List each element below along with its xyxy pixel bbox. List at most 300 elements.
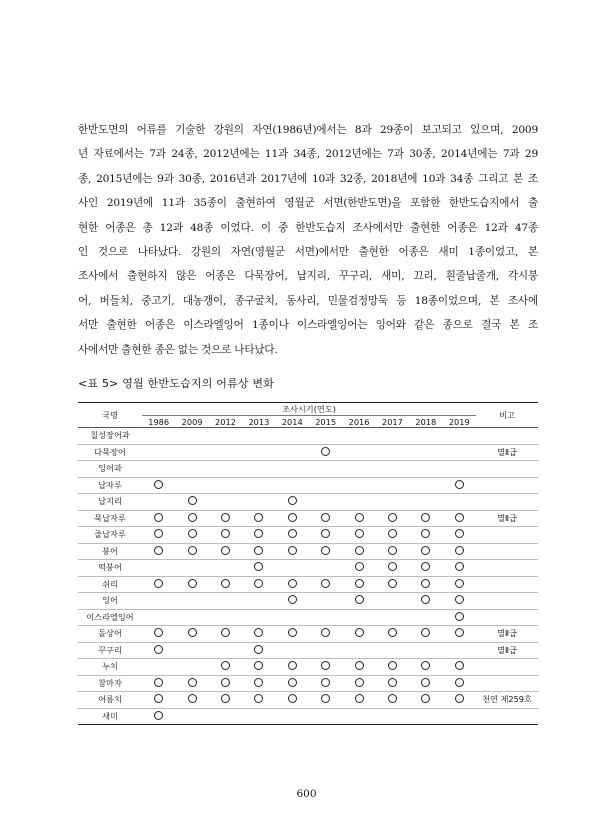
remark: 멸Ⅱ급	[476, 444, 538, 461]
paragraph-line: 사에서만 출현한 종은 없는 것으로 나타났다.	[78, 343, 278, 356]
occurrence-cell	[409, 609, 442, 626]
occurrence-cell	[209, 576, 242, 593]
occurrence-circle-icon	[421, 513, 430, 522]
occurrence-cell	[276, 444, 309, 461]
fish-fauna-table	[78, 402, 538, 725]
occurrence-cell	[409, 659, 442, 676]
occurrence-circle-icon	[188, 496, 197, 505]
occurrence-cell	[409, 675, 442, 692]
occurrence-cell	[443, 659, 476, 676]
occurrence-cell	[409, 444, 442, 461]
family-name: 칠성장어과	[78, 428, 142, 445]
occurrence-cell	[309, 659, 342, 676]
species-name: 다묵장어	[78, 444, 142, 461]
occurrence-cell	[242, 642, 275, 659]
header-year: 2009	[175, 416, 208, 428]
occurrence-cell	[209, 626, 242, 643]
occurrence-cell	[276, 510, 309, 527]
occurrence-cell	[376, 659, 409, 676]
occurrence-cell	[175, 560, 208, 577]
occurrence-cell	[309, 609, 342, 626]
occurrence-circle-icon	[154, 678, 163, 687]
header-common-name: 국명	[78, 403, 142, 428]
occurrence-cell	[142, 609, 175, 626]
occurrence-circle-icon	[388, 513, 397, 522]
occurrence-cell	[142, 527, 175, 544]
occurrence-cell	[209, 527, 242, 544]
occurrence-circle-icon	[288, 678, 297, 687]
occurrence-cell	[376, 527, 409, 544]
occurrence-cell	[443, 609, 476, 626]
occurrence-cell	[309, 527, 342, 544]
paragraph-line: 현한 어종은 총 12과 48종 이었다. 이 중 한반도습지 조사에서만 출현한 어종은 12과 47종	[78, 221, 538, 234]
occurrence-circle-icon	[421, 694, 430, 703]
occurrence-cell	[276, 543, 309, 560]
occurrence-cell	[342, 642, 375, 659]
occurrence-cell	[409, 560, 442, 577]
occurrence-cell	[376, 692, 409, 709]
table-row	[78, 642, 538, 659]
occurrence-cell	[309, 560, 342, 577]
occurrence-circle-icon	[421, 595, 430, 604]
occurrence-circle-icon	[221, 513, 230, 522]
occurrence-cell	[142, 659, 175, 676]
header-year: 2013	[242, 416, 275, 428]
occurrence-cell	[276, 692, 309, 709]
occurrence-cell	[342, 626, 375, 643]
occurrence-circle-icon	[221, 529, 230, 538]
species-name: 이스라엘잉어	[78, 609, 142, 626]
occurrence-cell	[175, 527, 208, 544]
occurrence-cell	[276, 708, 309, 725]
occurrence-circle-icon	[154, 645, 163, 654]
occurrence-cell	[376, 477, 409, 494]
occurrence-cell	[242, 560, 275, 577]
header-remarks: 비고	[476, 403, 538, 428]
occurrence-cell	[276, 477, 309, 494]
occurrence-cell	[175, 494, 208, 511]
occurrence-circle-icon	[355, 595, 364, 604]
occurrence-circle-icon	[321, 579, 330, 588]
table-row	[78, 609, 538, 626]
occurrence-circle-icon	[288, 595, 297, 604]
occurrence-circle-icon	[221, 678, 230, 687]
occurrence-cell	[309, 461, 342, 478]
occurrence-cell	[443, 593, 476, 610]
family-name: 잉어과	[78, 461, 142, 478]
occurrence-cell	[342, 477, 375, 494]
occurrence-cell	[443, 626, 476, 643]
occurrence-cell	[443, 708, 476, 725]
occurrence-cell	[276, 609, 309, 626]
occurrence-cell	[309, 510, 342, 527]
occurrence-cell	[276, 461, 309, 478]
occurrence-cell	[376, 461, 409, 478]
occurrence-cell	[175, 609, 208, 626]
remark	[476, 543, 538, 560]
species-name: 누치	[78, 659, 142, 676]
occurrence-cell	[209, 543, 242, 560]
occurrence-cell	[443, 692, 476, 709]
paragraph-line: 년 자료에서는 7과 24종, 2012년에는 11과 34종, 2012년에는 7과 30종, 2014년에는 7과 29	[78, 148, 538, 161]
occurrence-circle-icon	[288, 579, 297, 588]
occurrence-cell	[142, 510, 175, 527]
occurrence-cell	[242, 444, 275, 461]
remark	[476, 428, 538, 445]
occurrence-circle-icon	[154, 546, 163, 555]
occurrence-cell	[276, 642, 309, 659]
occurrence-cell	[376, 576, 409, 593]
table-row	[78, 659, 538, 676]
occurrence-cell	[175, 659, 208, 676]
occurrence-cell	[376, 560, 409, 577]
occurrence-circle-icon	[154, 694, 163, 703]
occurrence-circle-icon	[288, 513, 297, 522]
occurrence-cell	[342, 494, 375, 511]
occurrence-cell	[142, 543, 175, 560]
occurrence-cell	[242, 675, 275, 692]
body-paragraph	[78, 118, 538, 362]
occurrence-circle-icon	[388, 529, 397, 538]
occurrence-cell	[175, 593, 208, 610]
remark	[476, 461, 538, 478]
occurrence-cell	[376, 510, 409, 527]
table-row	[78, 428, 538, 445]
header-year: 2019	[443, 416, 476, 428]
occurrence-circle-icon	[154, 711, 163, 720]
table-row	[78, 477, 538, 494]
occurrence-cell	[409, 708, 442, 725]
occurrence-circle-icon	[254, 678, 263, 687]
occurrence-circle-icon	[288, 628, 297, 637]
occurrence-cell	[409, 527, 442, 544]
paragraph-line: 조사에서 출현하지 않은 어종은 다묵장어, 납지리, 꾸구리, 새미, 끄리, 흰줄납줄개, 각시붕	[78, 270, 538, 283]
occurrence-cell	[142, 593, 175, 610]
occurrence-cell	[175, 477, 208, 494]
occurrence-circle-icon	[188, 694, 197, 703]
occurrence-cell	[309, 494, 342, 511]
occurrence-circle-icon	[388, 579, 397, 588]
occurrence-cell	[409, 510, 442, 527]
occurrence-cell	[242, 708, 275, 725]
paragraph-line: 종, 2015년에는 9과 30종, 2016년과 2017년에 10과 32종, 2018년에 10과 34종 그리고 본 조	[78, 172, 538, 185]
occurrence-cell	[142, 428, 175, 445]
occurrence-circle-icon	[355, 678, 364, 687]
occurrence-cell	[242, 428, 275, 445]
occurrence-cell	[142, 461, 175, 478]
occurrence-cell	[376, 428, 409, 445]
occurrence-cell	[342, 576, 375, 593]
occurrence-cell	[242, 692, 275, 709]
occurrence-cell	[309, 675, 342, 692]
occurrence-cell	[242, 510, 275, 527]
occurrence-cell	[142, 560, 175, 577]
header-year: 2015	[309, 416, 342, 428]
occurrence-cell	[209, 510, 242, 527]
occurrence-cell	[342, 593, 375, 610]
occurrence-circle-icon	[321, 628, 330, 637]
occurrence-cell	[342, 510, 375, 527]
occurrence-cell	[443, 428, 476, 445]
occurrence-circle-icon	[288, 546, 297, 555]
species-name: 새미	[78, 708, 142, 725]
table-caption: <표 5> 영월 한반도습지의 어류상 변화	[78, 377, 275, 390]
occurrence-cell	[376, 642, 409, 659]
occurrence-circle-icon	[321, 529, 330, 538]
occurrence-circle-icon	[221, 628, 230, 637]
table-row	[78, 510, 538, 527]
occurrence-cell	[376, 593, 409, 610]
remark	[476, 593, 538, 610]
occurrence-cell	[209, 477, 242, 494]
occurrence-circle-icon	[421, 562, 430, 571]
occurrence-cell	[376, 609, 409, 626]
occurrence-cell	[342, 461, 375, 478]
remark	[476, 494, 538, 511]
occurrence-cell	[276, 576, 309, 593]
occurrence-cell	[175, 576, 208, 593]
occurrence-circle-icon	[355, 529, 364, 538]
occurrence-cell	[376, 626, 409, 643]
occurrence-cell	[409, 477, 442, 494]
occurrence-circle-icon	[455, 546, 464, 555]
occurrence-circle-icon	[455, 480, 464, 489]
header-year: 2017	[376, 416, 409, 428]
table-row	[78, 494, 538, 511]
occurrence-cell	[209, 444, 242, 461]
occurrence-cell	[175, 461, 208, 478]
occurrence-cell	[242, 543, 275, 560]
occurrence-circle-icon	[455, 513, 464, 522]
occurrence-cell	[142, 692, 175, 709]
occurrence-circle-icon	[254, 645, 263, 654]
remark	[476, 477, 538, 494]
occurrence-circle-icon	[455, 579, 464, 588]
occurrence-cell	[443, 560, 476, 577]
occurrence-cell	[443, 675, 476, 692]
table-row	[78, 527, 538, 544]
occurrence-cell	[342, 560, 375, 577]
occurrence-circle-icon	[188, 546, 197, 555]
occurrence-cell	[142, 675, 175, 692]
occurrence-circle-icon	[321, 678, 330, 687]
occurrence-cell	[209, 675, 242, 692]
species-name: 돌상어	[78, 626, 142, 643]
occurrence-circle-icon	[321, 694, 330, 703]
occurrence-cell	[376, 494, 409, 511]
table-row	[78, 576, 538, 593]
occurrence-cell	[309, 642, 342, 659]
occurrence-cell	[342, 692, 375, 709]
occurrence-cell	[443, 510, 476, 527]
occurrence-cell	[409, 642, 442, 659]
occurrence-circle-icon	[355, 562, 364, 571]
occurrence-circle-icon	[288, 694, 297, 703]
occurrence-cell	[309, 626, 342, 643]
occurrence-circle-icon	[154, 513, 163, 522]
occurrence-circle-icon	[188, 579, 197, 588]
table-row	[78, 675, 538, 692]
occurrence-circle-icon	[421, 579, 430, 588]
paragraph-line: 사인 2019년에 11과 35종이 출현하여 영월군 서면(한반도면)을 포함한 한반도습지에서 출	[78, 197, 538, 210]
occurrence-circle-icon	[188, 513, 197, 522]
occurrence-cell	[209, 708, 242, 725]
occurrence-cell	[276, 560, 309, 577]
occurrence-cell	[409, 543, 442, 560]
occurrence-circle-icon	[288, 661, 297, 670]
occurrence-cell	[342, 444, 375, 461]
header-year: 2018	[409, 416, 442, 428]
occurrence-cell	[142, 477, 175, 494]
occurrence-cell	[175, 675, 208, 692]
occurrence-circle-icon	[321, 546, 330, 555]
occurrence-circle-icon	[455, 612, 464, 621]
occurrence-circle-icon	[288, 529, 297, 538]
occurrence-circle-icon	[188, 529, 197, 538]
remark	[476, 708, 538, 725]
occurrence-cell	[342, 527, 375, 544]
remark: 천연 제259호	[476, 692, 538, 709]
occurrence-circle-icon	[254, 579, 263, 588]
occurrence-cell	[409, 593, 442, 610]
occurrence-cell	[342, 675, 375, 692]
occurrence-cell	[209, 560, 242, 577]
occurrence-circle-icon	[254, 628, 263, 637]
occurrence-cell	[309, 428, 342, 445]
occurrence-circle-icon	[421, 678, 430, 687]
occurrence-cell	[443, 576, 476, 593]
header-year: 2016	[342, 416, 375, 428]
occurrence-cell	[142, 708, 175, 725]
occurrence-cell	[142, 626, 175, 643]
occurrence-cell	[309, 477, 342, 494]
occurrence-cell	[175, 692, 208, 709]
occurrence-cell	[276, 626, 309, 643]
occurrence-circle-icon	[254, 529, 263, 538]
species-name: 꾸구리	[78, 642, 142, 659]
occurrence-cell	[376, 444, 409, 461]
occurrence-circle-icon	[355, 546, 364, 555]
species-name: 붕어	[78, 543, 142, 560]
occurrence-cell	[242, 659, 275, 676]
occurrence-circle-icon	[221, 661, 230, 670]
occurrence-cell	[142, 576, 175, 593]
species-name: 쉬리	[78, 576, 142, 593]
remark	[476, 675, 538, 692]
occurrence-cell	[276, 675, 309, 692]
occurrence-circle-icon	[321, 661, 330, 670]
occurrence-cell	[409, 576, 442, 593]
table-row	[78, 461, 538, 478]
occurrence-cell	[209, 692, 242, 709]
table-row	[78, 593, 538, 610]
occurrence-circle-icon	[321, 447, 330, 456]
occurrence-cell	[376, 543, 409, 560]
occurrence-cell	[409, 626, 442, 643]
page-number: 600	[296, 788, 317, 800]
occurrence-circle-icon	[421, 546, 430, 555]
occurrence-circle-icon	[188, 628, 197, 637]
remark	[476, 560, 538, 577]
occurrence-cell	[443, 444, 476, 461]
occurrence-circle-icon	[355, 579, 364, 588]
occurrence-cell	[276, 527, 309, 544]
occurrence-cell	[309, 543, 342, 560]
occurrence-cell	[342, 428, 375, 445]
header-year: 2012	[209, 416, 242, 428]
occurrence-cell	[409, 428, 442, 445]
occurrence-circle-icon	[188, 678, 197, 687]
paragraph-line: 서만 출현한 어종은 이스라엘잉어 1종이나 이스라엘잉어는 잉어와 같은 종으로 결국 본 조	[78, 319, 538, 332]
occurrence-circle-icon	[254, 661, 263, 670]
occurrence-circle-icon	[355, 628, 364, 637]
occurrence-cell	[409, 494, 442, 511]
occurrence-cell	[242, 461, 275, 478]
occurrence-cell	[342, 609, 375, 626]
table-row	[78, 543, 538, 560]
occurrence-circle-icon	[388, 546, 397, 555]
occurrence-cell	[242, 477, 275, 494]
occurrence-cell	[309, 576, 342, 593]
occurrence-circle-icon	[421, 661, 430, 670]
occurrence-circle-icon	[455, 694, 464, 703]
occurrence-cell	[443, 494, 476, 511]
occurrence-circle-icon	[221, 694, 230, 703]
table-row	[78, 560, 538, 577]
occurrence-cell	[443, 543, 476, 560]
occurrence-circle-icon	[388, 628, 397, 637]
occurrence-cell	[342, 708, 375, 725]
occurrence-cell	[209, 609, 242, 626]
paragraph-line: 인 것으로 나타났다. 강원의 자연(영월군 서면)에서만 출현한 어종은 새미 1종이었고, 본	[78, 246, 538, 259]
occurrence-cell	[175, 444, 208, 461]
species-name: 납지리	[78, 494, 142, 511]
remark: 멸Ⅱ급	[476, 510, 538, 527]
occurrence-circle-icon	[154, 480, 163, 489]
occurrence-cell	[342, 543, 375, 560]
table-row	[78, 444, 538, 461]
occurrence-cell	[443, 477, 476, 494]
occurrence-cell	[409, 461, 442, 478]
header-year: 2014	[276, 416, 309, 428]
species-name: 잉어	[78, 593, 142, 610]
occurrence-circle-icon	[455, 562, 464, 571]
occurrence-cell	[409, 692, 442, 709]
occurrence-cell	[276, 593, 309, 610]
species-name: 묵납자루	[78, 510, 142, 527]
occurrence-cell	[242, 576, 275, 593]
paragraph-line: 어, 버들치, 중고기, 대농갱이, 종구굴치, 동사리, 민물검정망둑 등 18종이었으며, 본 조사에	[78, 294, 538, 307]
occurrence-circle-icon	[154, 628, 163, 637]
occurrence-cell	[309, 593, 342, 610]
occurrence-cell	[209, 659, 242, 676]
occurrence-cell	[276, 659, 309, 676]
remark: 멸Ⅱ급	[476, 626, 538, 643]
table-body	[78, 428, 538, 725]
occurrence-circle-icon	[455, 661, 464, 670]
table-row	[78, 708, 538, 725]
occurrence-cell	[209, 494, 242, 511]
occurrence-circle-icon	[455, 678, 464, 687]
occurrence-circle-icon	[254, 546, 263, 555]
occurrence-cell	[175, 510, 208, 527]
occurrence-circle-icon	[254, 694, 263, 703]
header-survey-period: 조사시기(연도)	[142, 403, 476, 416]
occurrence-cell	[209, 461, 242, 478]
occurrence-circle-icon	[221, 579, 230, 588]
occurrence-circle-icon	[154, 579, 163, 588]
remark: 멸Ⅱ급	[476, 642, 538, 659]
